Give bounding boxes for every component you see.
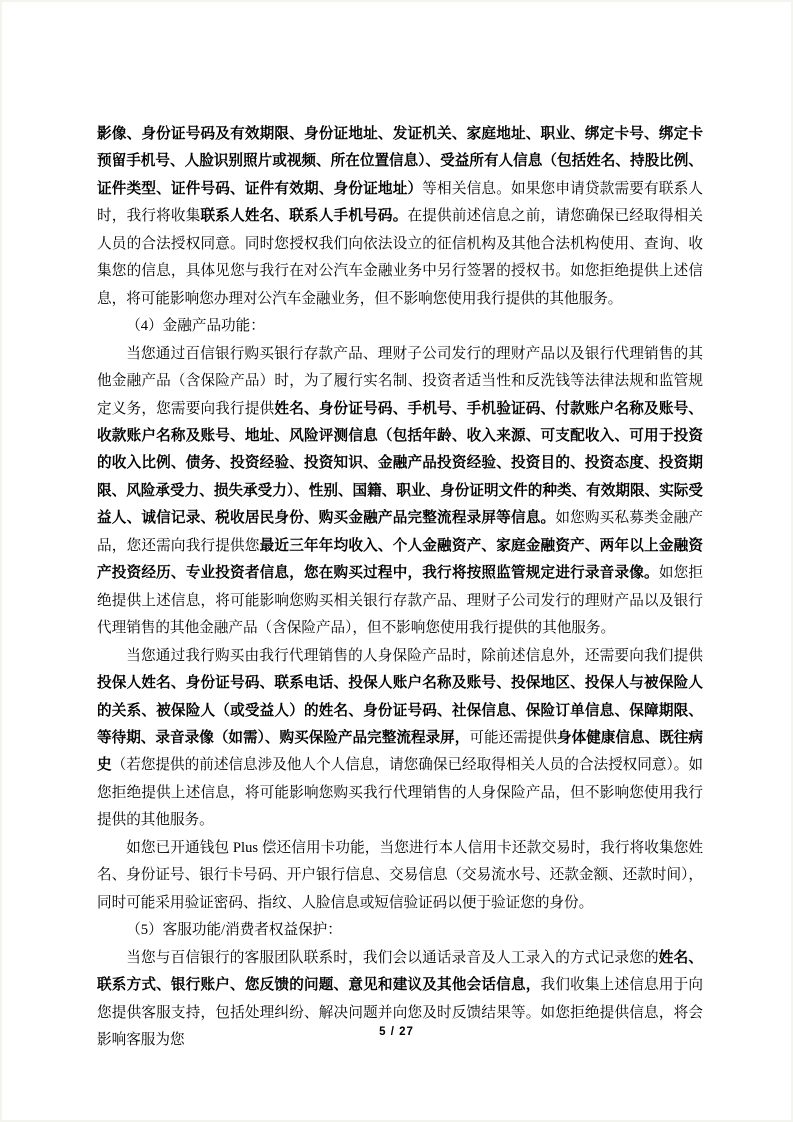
text-run: 等相关信息。如果您申请贷款需要有联系人时，我行将收集	[97, 180, 703, 225]
emphasized-text-run: 姓名、联系方式、银行账户、您反馈的问题、意见和建议及其他会话信息，	[97, 949, 703, 994]
paragraph	[97, 341, 703, 643]
emphasized-text-run: 最近三年年均收入、个人金融资产、家庭金融资产、两年以上金融资产投资经历、专业投资者信息，您在购买过程中，我行将按照监管规定进行录音录像。	[97, 537, 703, 582]
emphasized-text-run: 身体健康信息、既往病史	[97, 729, 703, 774]
text-run: 当您通过我行购买由我行代理销售的人身保险产品时，除前述信息外，还需要向我们提供	[126, 647, 703, 664]
text-run: 可能还需提供	[469, 729, 557, 746]
emphasized-text-run: 姓名、身份证号码、手机号、手机验证码、付款账户名称及账号、收款账户名称及账号、地址、风险评测信息（包括年龄、收入来源、可支配收入、可用于投资的收入比例、债务、投资经验、投资知识、金融产品投资经验、投资目的、投资态度、投资期限、风险承受力、损失承受力）、性别、国籍、职业、身份证明文件的种类、有效期限、实际受益人、诚信记录、税收居民身份、购买金融产品完整流程录屏等信息。	[97, 400, 703, 527]
text-run: （5）客服功能/消费者权益保护：	[126, 922, 342, 939]
document-body	[97, 121, 703, 1054]
emphasized-text-run: 联系人姓名、联系人手机号码。	[200, 208, 408, 225]
emphasized-text-run: 影像、身份证号码及有效期限、身份证地址、发证机关、家庭地址、职业、绑定卡号、绑定卡预留手机号、人脸识别照片或视频、所在位置信息）、受益所有人信息（包括姓名、持股比例、证件类型、证件号码、证件有效期、身份证地址）	[97, 126, 703, 197]
text-run: 当您通过百信银行购买银行存款产品、理财子公司发行的理财产品以及银行代理销售的其他金融产品（含保险产品）时，为了履行实名制、投资者适当性和反洗钱等法律法规和监管规定义务，您需要向我行提供	[97, 345, 703, 417]
text-run: 如您已开通钱包 Plus 偿还信用卡功能，当您进行本人信用卡还款交易时，我行将收集您姓名、身份证号、银行卡号码、开户银行信息、交易信息（交易流水号、还款金额、还款时间），同时可能采用验证密码、指纹、人脸信息或短信验证码以便于验证您的身份。	[97, 839, 703, 911]
text-run: 我们收集上述信息用于向您提供客服支持，包括处理纠纷、解决问题并向您及时反馈结果等。如您拒绝提供信息，将会影响客服为您	[97, 977, 703, 1048]
paragraph	[97, 917, 703, 944]
text-run: （若您提供的前述信息涉及他人个人信息，请您确保已经取得相关人员的合法授权同意）。如您拒绝提供上述信息，将可能影响您购买我行代理销售的人身保险产品，但不影响您使用我行提供的其他服务。	[97, 757, 703, 829]
text-run: 如您拒绝提供上述信息，将可能影响您购买相关银行存款产品、理财子公司发行的理财产品以及银行代理销售的其他金融产品（含保险产品），但不影响您使用我行提供的其他服务。	[97, 565, 703, 637]
paragraph	[97, 313, 703, 340]
paragraph	[97, 643, 703, 835]
text-run: 当您与百信银行的客服团队联系时，我们会以通话录音及人工录入的方式记录您的	[126, 949, 659, 966]
text-run: 在提供前述信息之前，请您确保已经取得相关人员的合法授权同意。同时您授权我们向依法设立的征信机构及其他合法机构使用、查询、收集您的信息，具体见您与我行在对公汽车金融业务中另行签署的授权书。如您拒绝提供上述信息，将可能影响您办理对公汽车金融业务，但不影响您使用我行提供的其他服务。	[97, 208, 703, 307]
page-footer	[0, 1026, 793, 1038]
text-run: （4）金融产品功能：	[126, 318, 265, 335]
text-run: 如您购买私募类金融产品，您还需向我行提供您	[97, 510, 703, 554]
paragraph	[97, 121, 703, 313]
emphasized-text-run: 投保人姓名、身份证号码、联系电话、投保人账户名称及账号、投保地区、投保人与被保险人的关系、被保险人（或受益人）的姓名、身份证号码、社保信息、保险订单信息、保障期限、等待期、录音录像（如需）、购买保险产品完整流程录屏，	[97, 675, 703, 746]
paragraph	[97, 835, 703, 917]
page-number: 5 / 27	[379, 1026, 414, 1038]
